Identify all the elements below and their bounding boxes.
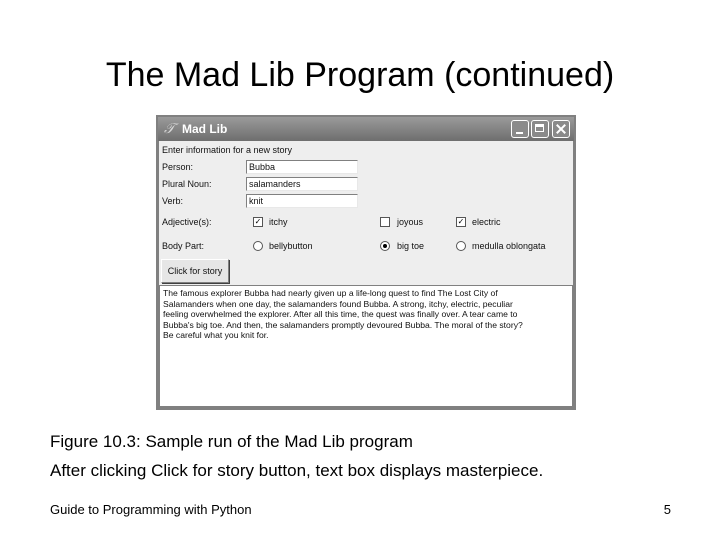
story-text-box[interactable]: The famous explorer Bubba had nearly given up a life-long quest to find The Lost City of Salamanders when one day, the salamanders found Bubba. A strong, itchy, electric, peculiar feeling overwhelmed the explorer. After all this time, the quest was finally over. A tear came to Bubba's big toe. And then, the salamanders promptly devoured Bubba. The moral of the story? Be careful what you knit for.: [159, 285, 573, 407]
person-label: Person:: [162, 162, 194, 172]
adjective-label-joyous: joyous: [397, 217, 424, 227]
verb-label: Verb:: [162, 196, 184, 206]
footer-course-title: Guide to Programming with Python: [50, 502, 252, 517]
maximize-icon[interactable]: [531, 120, 549, 138]
plural-noun-label: Plural Noun:: [162, 179, 212, 189]
figure-description: After clicking Click for story button, text box displays masterpiece.: [50, 461, 544, 480]
checkbox-electric[interactable]: ✓: [457, 217, 465, 226]
tk-feather-icon: 𝒯: [164, 121, 175, 137]
adjectives-label: Adjective(s):: [162, 217, 212, 227]
adjective-label-electric: electric: [472, 217, 501, 227]
adjective-label-itchy: itchy: [269, 217, 288, 227]
window-client-area: [159, 141, 573, 407]
minimize-icon[interactable]: [511, 120, 529, 138]
checkbox-itchy[interactable]: ✓: [254, 217, 262, 226]
instructions-label: Enter information for a new story: [162, 145, 293, 155]
body-part-label: Body Part:: [162, 241, 205, 251]
person-field[interactable]: Bubba: [246, 160, 358, 174]
plural-noun-field[interactable]: salamanders: [246, 177, 358, 191]
verb-field[interactable]: knit: [246, 194, 358, 208]
body-part-label-bellybutton: bellybutton: [269, 241, 313, 251]
body-part-label-big-toe: big toe: [397, 241, 425, 251]
window-titlebar[interactable]: [158, 117, 574, 141]
click-for-story-button[interactable]: Click for story: [161, 259, 229, 283]
slide-title: The Mad Lib Program (continued): [105, 56, 615, 94]
checkbox-joyous[interactable]: [380, 217, 390, 227]
close-icon[interactable]: [552, 120, 570, 138]
radio-big-toe[interactable]: [380, 241, 390, 251]
radio-medulla-oblongata[interactable]: [456, 241, 466, 251]
mad-lib-window: [156, 115, 576, 410]
window-title: Mad Lib: [182, 122, 228, 136]
radio-bellybutton[interactable]: [253, 241, 263, 251]
page-number: 5: [663, 502, 671, 517]
body-part-label-medulla-oblongata: medulla oblongata: [472, 241, 546, 251]
figure-caption: Figure 10.3: Sample run of the Mad Lib program: [50, 432, 413, 451]
